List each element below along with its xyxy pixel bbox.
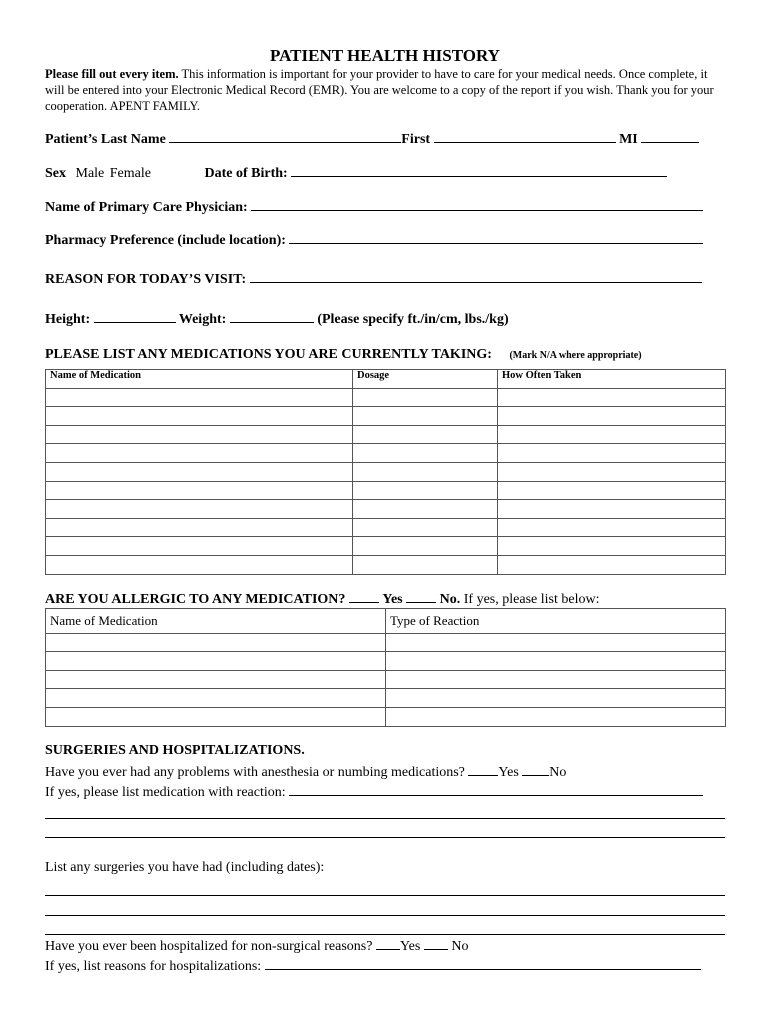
allergy-table — [45, 608, 726, 727]
col-reaction-type: Type of Reaction — [386, 609, 726, 634]
form-title: PATIENT HEALTH HISTORY — [270, 46, 500, 65]
how-often-cell[interactable] — [498, 555, 726, 574]
first-name-label: First — [401, 132, 431, 147]
dosage-cell[interactable] — [353, 407, 498, 426]
anesthesia-yes-label: Yes — [498, 765, 519, 780]
allergy-row — [45, 590, 599, 608]
reaction-cell[interactable] — [386, 707, 726, 726]
how-often-cell[interactable] — [498, 518, 726, 537]
medication-name-cell[interactable] — [46, 407, 353, 426]
how-often-cell[interactable] — [498, 407, 726, 426]
table-row — [46, 555, 726, 574]
reaction-cell[interactable] — [386, 652, 726, 671]
dosage-cell[interactable] — [353, 555, 498, 574]
reason-field[interactable] — [250, 270, 702, 283]
table-row — [46, 652, 726, 671]
anesthesia-row — [45, 763, 566, 781]
dosage-cell[interactable] — [353, 388, 498, 407]
allergy-no-label: No. — [439, 592, 461, 607]
table-row — [46, 388, 726, 407]
dosage-cell[interactable] — [353, 425, 498, 444]
surgeries-line-1[interactable] — [45, 895, 725, 896]
sex-male-option[interactable]: Male — [75, 166, 105, 181]
table-row — [46, 689, 726, 708]
table-row — [46, 407, 726, 426]
physician-row — [45, 198, 703, 216]
reaction-cell[interactable] — [386, 633, 726, 652]
allergy-yes-field[interactable] — [349, 590, 379, 603]
hospitalized-question: Have you ever been hospitalized for non-surgical reasons? — [45, 939, 373, 954]
allergy-medication-cell[interactable] — [46, 633, 386, 652]
table-row — [46, 481, 726, 500]
dosage-cell[interactable] — [353, 500, 498, 519]
how-often-cell[interactable] — [498, 388, 726, 407]
reaction-row — [45, 783, 703, 801]
dosage-cell[interactable] — [353, 462, 498, 481]
sex-dob-row — [45, 164, 667, 182]
anesthesia-no-field[interactable] — [522, 763, 549, 776]
how-often-cell[interactable] — [498, 462, 726, 481]
anesthesia-yes-field[interactable] — [468, 763, 498, 776]
table-row — [46, 462, 726, 481]
medication-name-cell[interactable] — [46, 444, 353, 463]
medication-name-cell[interactable] — [46, 462, 353, 481]
table-row — [46, 500, 726, 519]
weight-field[interactable] — [230, 310, 314, 323]
surgeries-list-label: List any surgeries you have had (including dates): — [45, 860, 325, 875]
reaction-cell[interactable] — [386, 689, 726, 708]
hospitalized-yes-label: Yes — [399, 939, 421, 954]
medication-name-cell[interactable] — [46, 388, 353, 407]
reason-row — [45, 270, 702, 288]
table-row — [46, 670, 726, 689]
dosage-cell[interactable] — [353, 444, 498, 463]
height-weight-row — [45, 310, 509, 328]
dob-field[interactable] — [291, 164, 667, 177]
how-often-cell[interactable] — [498, 481, 726, 500]
medications-table — [45, 369, 726, 575]
table-row — [46, 633, 726, 652]
pharmacy-label: Pharmacy Preference (include location) — [45, 233, 282, 248]
intro-paragraph — [45, 66, 725, 114]
surgeries-heading: SURGERIES AND HOSPITALIZATIONS. — [45, 743, 305, 758]
medications-note: (Mark N/A where appropriate) — [509, 350, 642, 361]
surgeries-line-2[interactable] — [45, 915, 725, 916]
table-row — [46, 444, 726, 463]
physician-field[interactable] — [251, 198, 703, 211]
reaction-line-3[interactable] — [45, 837, 725, 838]
reaction-cell[interactable] — [386, 670, 726, 689]
hospitalized-row — [45, 937, 468, 955]
weight-label: Weight: — [178, 312, 227, 327]
allergy-medication-cell[interactable] — [46, 689, 386, 708]
anesthesia-no-label: No — [549, 765, 567, 780]
dosage-cell[interactable] — [353, 518, 498, 537]
units-note: (Please specify ft./in/cm, lbs./kg) — [317, 312, 509, 327]
mi-label: MI — [619, 132, 638, 147]
col-how-often: How Often Taken — [498, 370, 726, 389]
medication-name-cell[interactable] — [46, 500, 353, 519]
anesthesia-question: Have you ever had any problems with anesthesia or numbing medications? — [45, 765, 465, 780]
hospitalization-reasons-row — [45, 957, 701, 975]
table-row — [46, 707, 726, 726]
medication-name-cell[interactable] — [46, 425, 353, 444]
allergy-yes-label: Yes — [382, 592, 403, 607]
physician-label: Name of Primary Care Physician: — [45, 200, 248, 215]
patient-name-row — [45, 130, 699, 148]
medication-name-cell[interactable] — [46, 537, 353, 556]
pharmacy-field[interactable] — [289, 231, 703, 244]
surgeries-line-3[interactable] — [45, 934, 725, 935]
allergy-medication-cell[interactable] — [46, 670, 386, 689]
reason-label: REASON FOR TODAY’S VISIT: — [45, 272, 247, 287]
allergy-medication-cell[interactable] — [46, 652, 386, 671]
allergy-question: ARE YOU ALLERGIC TO ANY MEDICATION? — [45, 592, 346, 607]
medications-header-row — [46, 370, 726, 389]
allergy-medication-cell[interactable] — [46, 707, 386, 726]
medications-heading-row — [45, 347, 642, 363]
medication-name-cell[interactable] — [46, 518, 353, 537]
how-often-cell[interactable] — [498, 537, 726, 556]
dosage-cell[interactable] — [353, 537, 498, 556]
table-row — [46, 518, 726, 537]
how-often-cell[interactable] — [498, 500, 726, 519]
height-label: Height: — [45, 312, 91, 327]
sex-female-option[interactable]: Female — [109, 166, 151, 181]
pharmacy-row: Pharmacy Preference (include location): — [45, 231, 703, 249]
col-medication-name: Name of Medication — [46, 370, 353, 389]
allergy-no-field[interactable] — [406, 590, 436, 603]
intro-text: This information is important for your provider to have to care for your medical needs. Once complete, it will be entered into your Electronic Medical Record (EMR). You are welcome to a copy of the report if you wish. Thank you for your cooperation. APENT FAMILY. — [45, 67, 714, 113]
first-name-field[interactable] — [434, 130, 616, 143]
hospitalization-reasons-label: If yes, list reasons for hospitalizations: — [45, 959, 262, 974]
table-row — [46, 425, 726, 444]
allergy-header-row — [46, 609, 726, 634]
hospitalization-reasons-field[interactable] — [265, 957, 701, 970]
medications-heading: PLEASE LIST ANY MEDICATIONS YOU ARE CURRENTLY TAKING: — [45, 347, 492, 362]
table-row — [46, 537, 726, 556]
hospitalized-no-field[interactable] — [424, 937, 448, 950]
hospitalized-yes-field[interactable] — [376, 937, 400, 950]
allergy-followup: If yes, please list below: — [463, 592, 600, 607]
reaction-line-2[interactable] — [45, 818, 725, 819]
hospitalized-no-label: No — [451, 939, 469, 954]
dosage-cell[interactable] — [353, 481, 498, 500]
dob-label: Date of Birth: — [204, 166, 288, 181]
height-field[interactable] — [94, 310, 176, 323]
col-dosage: Dosage — [353, 370, 498, 389]
last-name-field[interactable] — [169, 130, 401, 143]
reaction-label: If yes, please list medication with reaction: — [45, 785, 286, 800]
intro-bold: Please fill out every item. — [45, 67, 179, 81]
mi-field[interactable] — [641, 130, 699, 143]
col-allergy-medication: Name of Medication — [46, 609, 386, 634]
medication-name-cell[interactable] — [46, 555, 353, 574]
medication-name-cell[interactable] — [46, 481, 353, 500]
how-often-cell[interactable] — [498, 444, 726, 463]
how-often-cell[interactable] — [498, 425, 726, 444]
reaction-field[interactable] — [289, 783, 703, 796]
last-name-label: Patient’s Last Name — [45, 132, 166, 147]
sex-label: Sex — [45, 166, 66, 181]
